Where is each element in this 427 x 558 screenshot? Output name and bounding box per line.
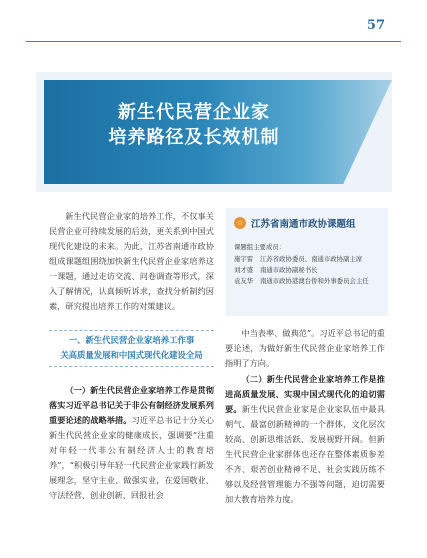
section-1-heading — [49, 333, 214, 363]
member-row — [234, 254, 362, 263]
author-box-header — [234, 216, 356, 230]
section-1-paragraph-1 — [49, 383, 214, 503]
section-rule-top — [49, 330, 214, 332]
author-box — [226, 208, 388, 316]
subsection-1-lead: （一）新生代民营企业家培养工作是贯彻落实习近平总书记关于非公有制经济发展系列重要论述的战略举措。 — [49, 385, 214, 425]
title-line-2: 培养路径及长效机制 — [108, 127, 280, 148]
continuation-paragraph: 中当表率、做典范”。习近平总书记的重要论述，为做好新生代民营企业家培养工作指明了方向。 — [225, 328, 385, 368]
section-rule-bottom — [49, 366, 214, 368]
members-label: 课题组主要成员： — [234, 243, 286, 251]
title-line-1: 新生代民营企业家 — [118, 102, 270, 123]
member-role: 南通市政协副秘书长 — [260, 266, 318, 274]
member-row — [234, 265, 318, 274]
subsection-1-text: 习近平总书记十分关心新生代民营企业家的健康成长，强调要“注重对年轻一代非公有制经济人士的教育培养”，“积极引导年轻一代民营企业家践行新发展理念，坚守主业、做强实业，在爱国敬业、守法经营、创业创新、回报社会 — [49, 415, 214, 500]
subsection-2-text: 新生代民营企业家是企业家队伍中最具朝气、最富创新精神的一个群体，文化层次较高、创新思维活跃、发展视野开阔。但新生代民营企业家群体也还存在整体素质参差不齐、艰苦创业精神不足、社会实践历练不够以及经营管理能力不强等问题，迫切需要加大教育培养力度。 — [225, 404, 385, 504]
member-name: 刘才盛 — [234, 266, 254, 274]
subsection-2-lead: （二）新生代民营企业家培养工作是推进高质量发展、实现中国式现代化的迫切需要。 — [225, 374, 385, 414]
member-row — [234, 276, 369, 285]
section-1-heading-line-2: 关高质量发展和中国式现代化建设全局 — [60, 350, 203, 360]
page-number: 57 — [366, 18, 385, 33]
article-title — [44, 100, 344, 150]
intro-paragraph: 新生代民营企业家的培养工作，不仅事关民营企业可持续发展的后劲，更关系到中国式现代化建设的未来。为此，江苏省南通市政协组成课题组围绕加快新生代民营企业家培养这一课题，通过走访交流、问卷调查等形式，深入了解情况，认真倾听诉求，查找分析制约因素，研究提出培养工作的对策建议。 — [49, 211, 214, 311]
member-role: 南通市政协港澳台侨和外事委员会主任 — [260, 277, 369, 285]
member-role: 江苏省政协委员、南通市政协副主席 — [260, 255, 363, 263]
author-box-title: 江苏省南通市政协课题组 — [251, 219, 356, 230]
member-name: 袁友华 — [234, 277, 254, 285]
section-1-heading-line-1: 一、新生代民营企业家培养工作事 — [68, 335, 195, 345]
star-icon: ☆ — [234, 217, 246, 229]
header-rule — [26, 41, 401, 42]
member-name: 施宇雷 — [234, 255, 254, 263]
section-1-paragraph-2 — [225, 372, 385, 507]
